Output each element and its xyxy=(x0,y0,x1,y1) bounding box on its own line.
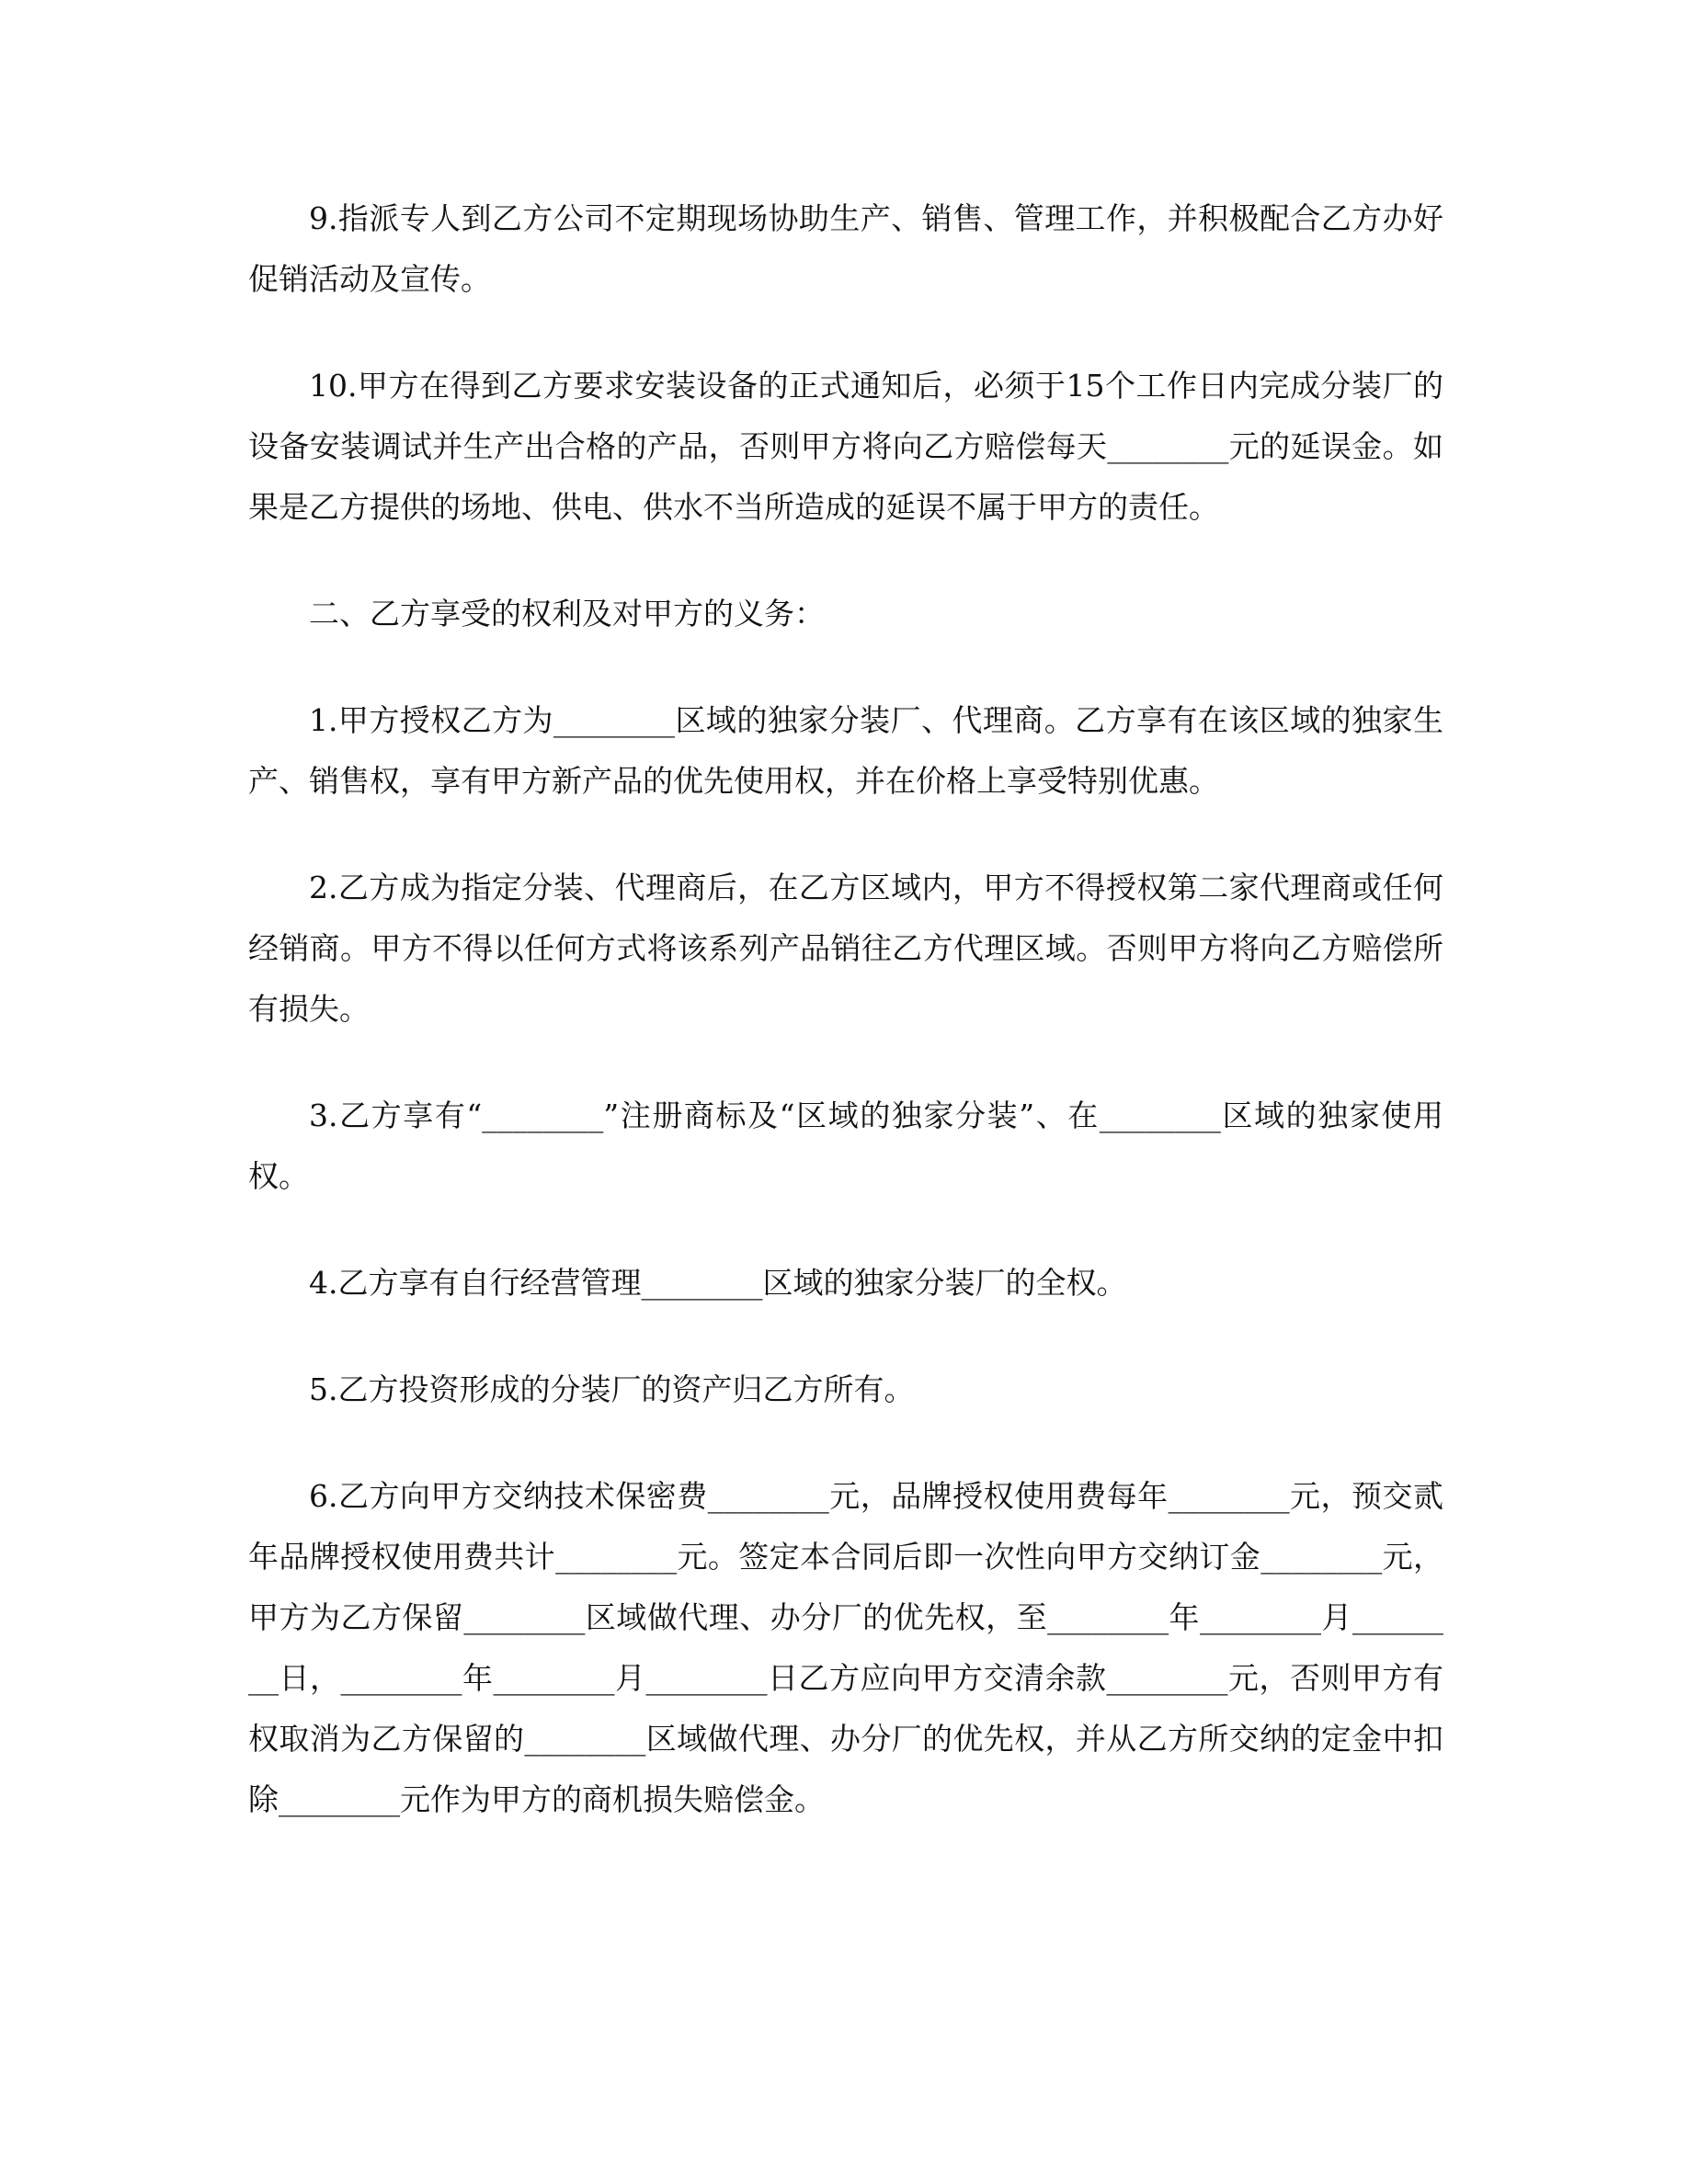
clause-b-3: 3.乙方享有“________”注册商标及“区域的独家分装”、在________区域的独家使用权。 xyxy=(248,1098,1443,1194)
clause-b-1: 1.甲方授权乙方为________区域的独家分装厂、代理商。乙方享有在该区域的独家生产、销售权，享有甲方新产品的优先使用权，并在价格上享受特别优惠。 xyxy=(248,702,1443,799)
clause-b-2: 2.乙方成为指定分装、代理商后，在乙方区域内，甲方不得授权第二家代理商或任何经销商。甲方不得以任何方式将该系列产品销往乙方代理区域。否则甲方将向乙方赔偿所有损失。 xyxy=(248,870,1443,1027)
clause-b-6: 6.乙方向甲方交纳技术保密费________元，品牌授权使用费每年________元，预交贰年品牌授权使用费共计________元。签定本合同后即一次性向甲方交纳订金________元，甲方为乙方保留________区域做代理、办分厂的优先权，至________年________月________日，________年________月________日乙方应向甲方交清余款________元，否则甲方有权取消为乙方保留的________区域做代理、办分厂的优先权，并从乙方所交纳的定金中扣除________元作为甲方的商机损失赔偿金。 xyxy=(248,1478,1443,1817)
clause-b-5: 5.乙方投资形成的分装厂的资产归乙方所有。 xyxy=(309,1371,915,1407)
section-heading-party-b-rights: 二、乙方享受的权利及对甲方的义务： xyxy=(309,596,825,631)
clause-9: 9.指派专人到乙方公司不定期现场协助生产、销售、管理工作，并积极配合乙方办好促销活动及宣传。 xyxy=(248,200,1443,297)
clause-b-4: 4.乙方享有自行经营管理________区域的独家分装厂的全权。 xyxy=(309,1265,1127,1301)
clause-10: 10.甲方在得到乙方要求安装设备的正式通知后，必须于15个工作日内完成分装厂的设备安装调试并生产出合格的产品，否则甲方将向乙方赔偿每天________元的延误金。如果是乙方提供的场地、供电、供水不当所造成的延误不属于甲方的责任。 xyxy=(248,368,1443,525)
document-page xyxy=(248,188,1443,1876)
